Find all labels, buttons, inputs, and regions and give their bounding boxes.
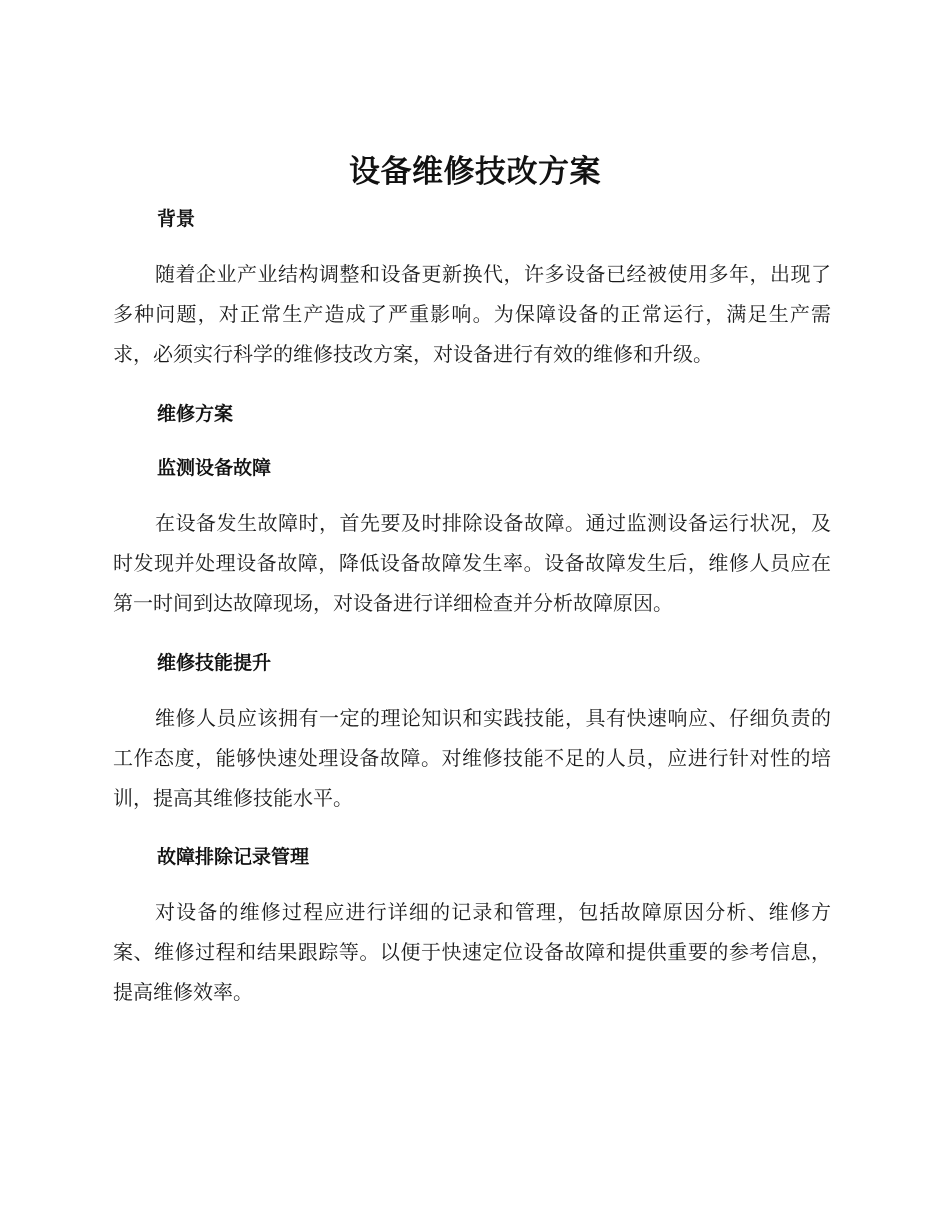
section-heading-record-management: 故障排除记录管理 <box>157 846 310 868</box>
section-paragraph-background: 随着企业产业结构调整和设备更新换代，许多设备已经被使用多年，出现了多种问题，对正常生产造成了严重影响。为保障设备的正常运行，满足生产需求，必须实行科学的维修技改方案，对设备进行有效的维修和升级。 <box>113 262 831 366</box>
section-paragraph-fault-monitoring: 在设备发生故障时，首先要及时排除设备故障。通过监测设备运行状况，及时发现并处理设备故障，降低设备故障发生率。设备故障发生后，维修人员应在第一时间到达故障现场，对设备进行详细检查并分析故障原因。 <box>113 511 831 615</box>
section-heading-skill-improvement: 维修技能提升 <box>157 652 272 674</box>
section-paragraph-record-management: 对设备的维修过程应进行详细的记录和管理，包括故障原因分析、维修方案、维修过程和结果跟踪等。以便于快速定位设备故障和提供重要的参考信息，提高维修效率。 <box>113 900 831 1004</box>
section-heading-maintenance-plan: 维修方案 <box>157 403 234 425</box>
section-heading-fault-monitoring: 监测设备故障 <box>157 457 272 479</box>
section-heading-background: 背景 <box>157 208 196 230</box>
document-title: 设备维修技改方案 <box>349 154 601 190</box>
section-paragraph-skill-improvement: 维修人员应该拥有一定的理论知识和实践技能，具有快速响应、仔细负责的工作态度，能够快速处理设备故障。对维修技能不足的人员，应进行针对性的培训，提高其维修技能水平。 <box>113 706 831 810</box>
